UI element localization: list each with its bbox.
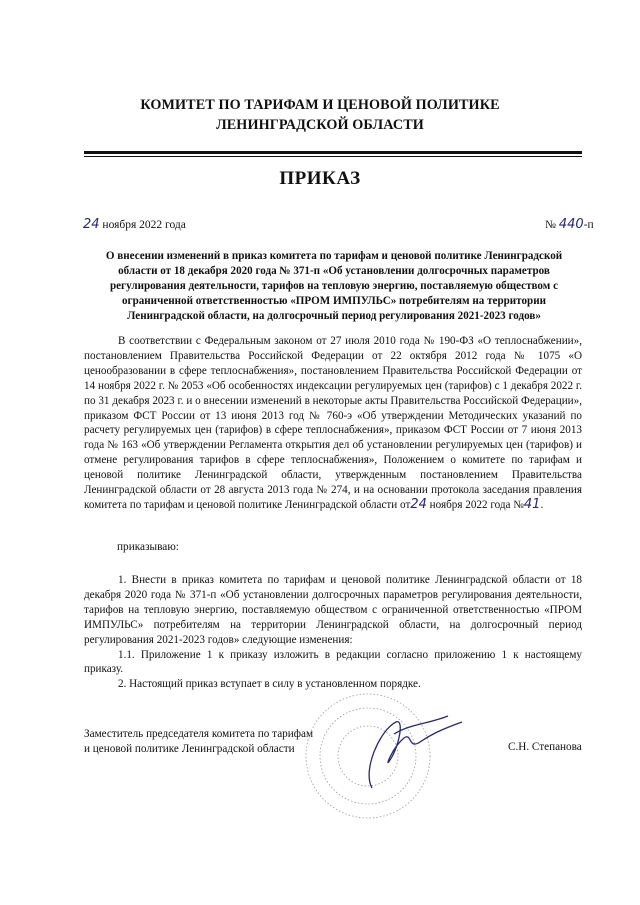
signature-icon bbox=[369, 716, 462, 788]
subject-line: О внесении изменений в приказ комитета по тарифам и ценовой политике Ленинградской bbox=[105, 250, 563, 262]
preamble-text: В соответствии с Федеральным законом от 27 июля 2010 года № 190-ФЗ «О теплоснабжении», постановлением Правительства Российской Федерации от 22 октября 2012 года № 1075 «О ценообразовании в сфере теплоснабжения», постановлением Правительства Российской Федерации от 14 ноября 2022 г. № 2053 «Об особенностях индексации регулируемых цен (тарифов) с 1 декабря 2022 г. по 31 декабря 2023 г. и о внесении изменений в некоторые акты Правительства Российской Федерации», приказом ФСТ России от 13 июня 2013 год № 760-э «Об утверждении Методических указаний по расчету регулируемых цен (тарифов) в сфере теплоснабжения», приказом ФСТ России от 7 июня 2013 года № 163 «Об утверждении Регламента открытия дел об установлении регулируемых цен (тарифов) и отмене регулирования тарифов в сфере теплоснабжения», Положением о комитете по тарифам и ценовой политике Ленинградской области, утвержденным постановлением Правительства Ленинградской области от 28 августа 2013 года № 274, и на основании протокола заседания правления комитета по тарифам и ценовой политике Ленинградской области от bbox=[84, 335, 582, 511]
protocol-number-handwritten: 41 bbox=[523, 496, 541, 512]
document-title: ПРИКАЗ bbox=[279, 168, 361, 189]
order-item: 1. Внести в приказ комитета по тарифам и ценовой политике Ленинградской области от 18 декабря 2020 года № 371-п «Об установлении долгосрочных параметров регулирования деятельности, тарифов на тепловую энергию, поставляемую обществом с ограниченной ответственностью «ПРОМ ИМПУЛЬС» потребителям на территории Ленинградской области, на долгосрочный период регулирования 2021-2023 годов» следующие изменения: bbox=[84, 574, 582, 646]
protocol-day-handwritten: 24 bbox=[410, 496, 427, 512]
position-line1: Заместитель председателя комитета по тарифам bbox=[84, 728, 314, 740]
order-item: 1.1. Приложение 1 к приказу изложить в редакции согласно приложению 1 к настоящему приказу. bbox=[84, 648, 582, 676]
preamble-end: . bbox=[540, 498, 544, 511]
date-rest: ноября 2022 года bbox=[99, 219, 186, 231]
subject-line: регулирования деятельности, тарифов на тепловую энергию, поставляемую обществом с bbox=[109, 280, 559, 292]
subject-line: области от 18 декабря 2020 года № 371-п «Об установлении долгосрочных параметров bbox=[118, 265, 550, 277]
number-suffix: -п bbox=[583, 219, 594, 231]
subject-line: Ленинградской области, на долгосрочный период регулирования 2021-2023 годов» bbox=[127, 310, 541, 322]
org-name-line2: ЛЕНИНГРАДСКОЙ ОБЛАСТИ bbox=[216, 117, 424, 133]
stamp-icon bbox=[306, 694, 430, 818]
subject-line: ограниченной ответственностью «ПРОМ ИМПУЛЬС» потребителям на территории bbox=[121, 295, 546, 307]
signatory-name: С.Н. Степанова bbox=[508, 741, 582, 753]
order-item: 2. Настоящий приказ вступает в силу в установленном порядке. bbox=[118, 678, 421, 691]
orders-word: приказываю: bbox=[117, 541, 179, 553]
preamble-tail: ноября 2022 года № bbox=[426, 498, 524, 511]
number-prefix: № bbox=[545, 219, 559, 231]
org-name-line1: КОМИТЕТ ПО ТАРИФАМ И ЦЕНОВОЙ ПОЛИТИКЕ bbox=[140, 97, 500, 113]
date-day-handwritten: 24 bbox=[83, 217, 100, 232]
number-handwritten: 440 bbox=[558, 217, 584, 232]
position-line2: и ценовой политике Ленинградской области bbox=[84, 743, 295, 755]
